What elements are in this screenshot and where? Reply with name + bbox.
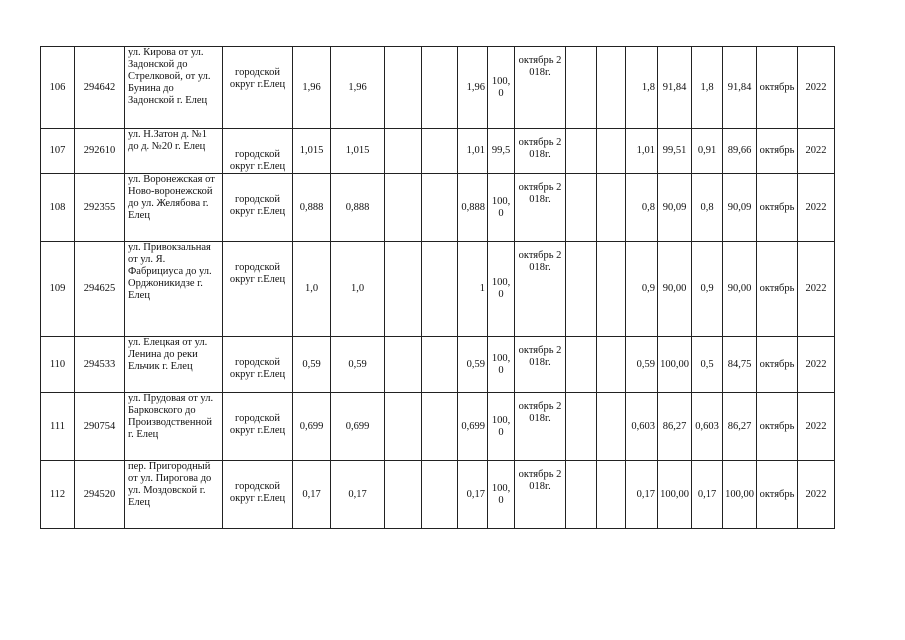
year: 2022 [798,393,835,461]
empty-cell [566,174,597,242]
empty-cell [566,393,597,461]
district-text: городской округ г.Елец [229,357,286,380]
road-address: ул. Елецкая от ул. Ленина до реки Ельчик г. Елец [125,337,223,393]
repair-month: октябрь 2018г. [515,47,566,129]
percent-1: 90,09 [658,174,692,242]
repair-month: октябрь 2018г. [515,242,566,337]
row-number: 108 [41,174,75,242]
road-code: 292610 [75,129,125,174]
repair-month: октябрь 2018г. [515,174,566,242]
month-2: октябрь [757,47,798,129]
row-number: 106 [41,47,75,129]
repair-month: октябрь 2018г. [515,337,566,393]
repair-percent: 100,0 [488,393,515,461]
length-total: 1,96 [293,47,331,129]
length-total: 1,015 [293,129,331,174]
length-local: 1,0 [331,242,385,337]
value-2: 0,17 [692,461,723,529]
percent-2: 91,84 [723,47,757,129]
row-number: 107 [41,129,75,174]
month-2: октябрь [757,129,798,174]
empty-cell [385,47,422,129]
district-text: городской округ г.Елец [229,413,286,436]
district-name [223,174,293,242]
road-code: 292355 [75,174,125,242]
percent-2: 84,75 [723,337,757,393]
row-number: 112 [41,461,75,529]
year: 2022 [798,174,835,242]
empty-cell [422,461,458,529]
road-address: пер. Пригородный от ул. Пирогова до ул. Моздовской г. Елец [125,461,223,529]
empty-cell [566,461,597,529]
empty-cell [597,461,626,529]
empty-cell [385,174,422,242]
district-name [223,337,293,393]
empty-cell [597,242,626,337]
district-text: городской округ г.Елец [229,194,286,217]
value-2: 0,5 [692,337,723,393]
road-code: 294533 [75,337,125,393]
month-2: октябрь [757,393,798,461]
length-repair: 0,888 [458,174,488,242]
empty-cell [422,129,458,174]
repair-month: октябрь 2018г. [515,393,566,461]
percent-1: 91,84 [658,47,692,129]
value-2: 0,91 [692,129,723,174]
road-address: ул. Н.Затон д. №1 до д. №20 г. Елец [125,129,223,174]
length-repair: 1,01 [458,129,488,174]
percent-2: 86,27 [723,393,757,461]
length-repair: 0,59 [458,337,488,393]
value-1: 0,9 [626,242,658,337]
road-code: 294625 [75,242,125,337]
empty-cell [385,242,422,337]
table-row [41,47,835,129]
table-row [41,337,835,393]
empty-cell [566,242,597,337]
empty-cell [385,129,422,174]
length-local: 1,015 [331,129,385,174]
repair-percent: 100,0 [488,242,515,337]
empty-cell [597,174,626,242]
empty-cell [385,393,422,461]
value-2: 0,9 [692,242,723,337]
value-1: 0,8 [626,174,658,242]
percent-1: 90,00 [658,242,692,337]
empty-cell [422,47,458,129]
month-2: октябрь [757,174,798,242]
district-text: городской округ г.Елец [229,149,286,172]
empty-cell [566,129,597,174]
district-name [223,129,293,174]
row-number: 111 [41,393,75,461]
road-address: ул. Прудовая от ул. Барковского до Производственной г. Елец [125,393,223,461]
length-local: 1,96 [331,47,385,129]
length-total: 0,888 [293,174,331,242]
empty-cell [385,461,422,529]
table-row [41,129,835,174]
district-name [223,393,293,461]
repair-percent: 100,0 [488,47,515,129]
road-code: 290754 [75,393,125,461]
percent-1: 100,00 [658,337,692,393]
road-code: 294642 [75,47,125,129]
district-text: городской округ г.Елец [229,481,286,504]
district-text: городской округ г.Елец [229,262,286,285]
table-row [41,242,835,337]
value-2: 1,8 [692,47,723,129]
empty-cell [422,393,458,461]
year: 2022 [798,129,835,174]
length-local: 0,888 [331,174,385,242]
value-1: 0,17 [626,461,658,529]
length-local: 0,17 [331,461,385,529]
length-total: 1,0 [293,242,331,337]
year: 2022 [798,47,835,129]
road-code: 294520 [75,461,125,529]
district-name [223,242,293,337]
empty-cell [385,337,422,393]
empty-cell [597,129,626,174]
percent-2: 90,09 [723,174,757,242]
empty-cell [597,337,626,393]
district-name [223,461,293,529]
value-1: 1,8 [626,47,658,129]
value-1: 0,603 [626,393,658,461]
length-total: 0,59 [293,337,331,393]
road-address: ул. Привокзальная от ул. Я. Фабрициуса до ул. Орджоникидзе г. Елец [125,242,223,337]
length-local: 0,59 [331,337,385,393]
length-total: 0,699 [293,393,331,461]
repair-month: октябрь 2018г. [515,461,566,529]
road-address: ул. Воронежская от Ново-воронежской до ул. Желябова г. Елец [125,174,223,242]
year: 2022 [798,461,835,529]
year: 2022 [798,337,835,393]
percent-2: 90,00 [723,242,757,337]
table-row [41,461,835,529]
road-repair-table [40,46,835,529]
repair-percent: 100,0 [488,337,515,393]
length-repair: 1 [458,242,488,337]
month-2: октябрь [757,337,798,393]
empty-cell [422,242,458,337]
empty-cell [566,47,597,129]
empty-cell [422,174,458,242]
month-2: октябрь [757,461,798,529]
table-row [41,393,835,461]
repair-percent: 100,0 [488,461,515,529]
value-1: 0,59 [626,337,658,393]
length-repair: 0,699 [458,393,488,461]
length-repair: 1,96 [458,47,488,129]
empty-cell [597,47,626,129]
percent-2: 100,00 [723,461,757,529]
month-2: октябрь [757,242,798,337]
percent-2: 89,66 [723,129,757,174]
district-text: городской округ г.Елец [229,67,286,90]
value-2: 0,603 [692,393,723,461]
length-total: 0,17 [293,461,331,529]
table-body [41,47,835,529]
empty-cell [566,337,597,393]
road-address: ул. Кирова от ул. Задонской до Стрелковой, от ул. Бунина до Задонской г. Елец [125,47,223,129]
district-name [223,47,293,129]
row-number: 110 [41,337,75,393]
value-1: 1,01 [626,129,658,174]
repair-percent: 100,0 [488,174,515,242]
empty-cell [597,393,626,461]
length-local: 0,699 [331,393,385,461]
length-repair: 0,17 [458,461,488,529]
repair-percent: 99,5 [488,129,515,174]
row-number: 109 [41,242,75,337]
empty-cell [422,337,458,393]
percent-1: 100,00 [658,461,692,529]
value-2: 0,8 [692,174,723,242]
repair-month: октябрь 2018г. [515,129,566,174]
year: 2022 [798,242,835,337]
percent-1: 86,27 [658,393,692,461]
table-row [41,174,835,242]
percent-1: 99,51 [658,129,692,174]
